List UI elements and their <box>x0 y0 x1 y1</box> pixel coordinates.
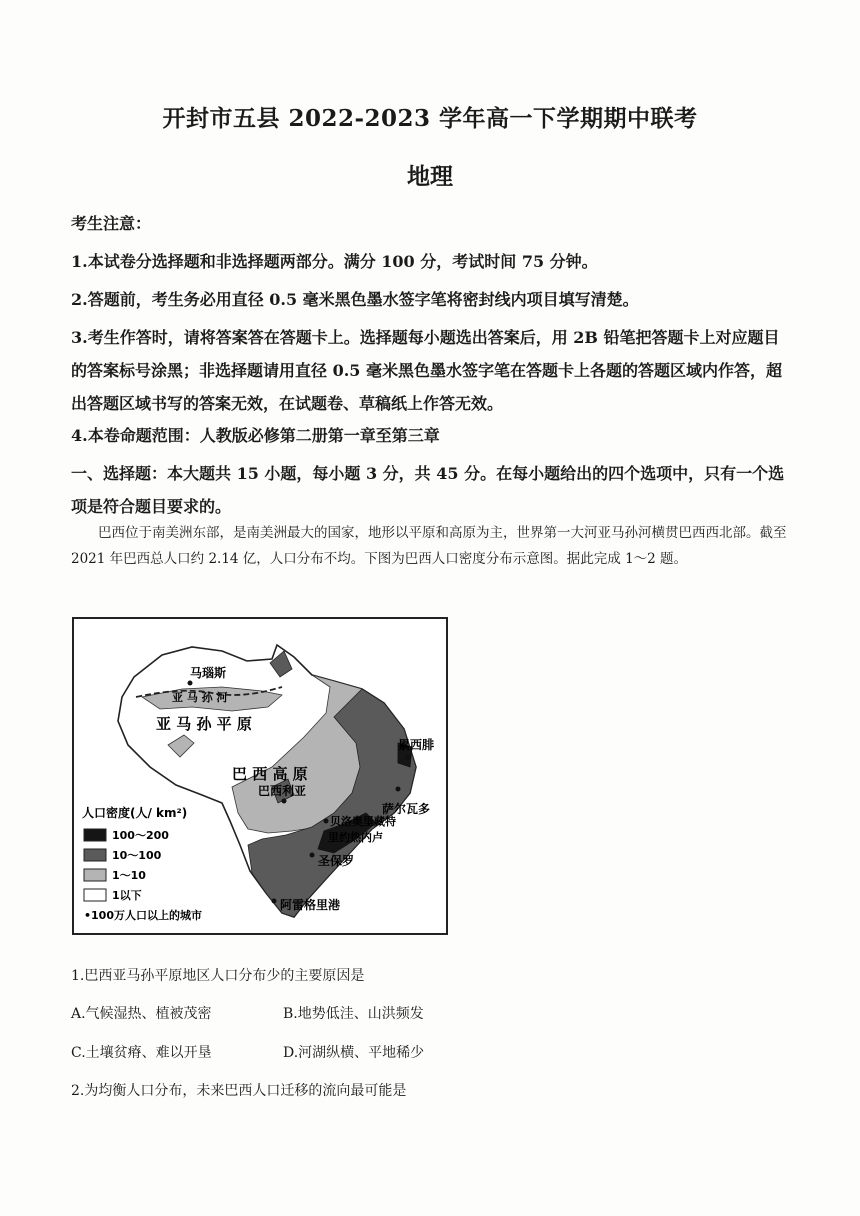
city-dot-porto-alegre <box>272 899 277 904</box>
question-1-option-b: B.地势低洼、山洪频发 <box>283 1006 424 1022</box>
legend-city-note: •100万人口以上的城市 <box>84 909 202 922</box>
exam-title: 开封市五县 2022-2023 学年高一下学期期中联考 <box>162 105 698 132</box>
question-2-stem: 2.为均衡人口分布，未来巴西人口迁移的流向最可能是 <box>71 1083 407 1099</box>
label-sao-paulo: 圣保罗 <box>318 854 355 868</box>
label-brazil-plateau: 巴 西 高 原 <box>232 765 308 783</box>
question-1-option-a: A.气候湿热、植被茂密 <box>71 1006 212 1022</box>
legend-swatch-1-10 <box>84 869 106 881</box>
legend-title: 人口密度(人/ km²) <box>82 806 188 820</box>
label-salvador: 萨尔瓦多 <box>382 802 431 816</box>
city-dot-brasilia <box>282 799 287 804</box>
city-dot-salvador <box>396 787 401 792</box>
legend-swatch-below-1 <box>84 889 106 901</box>
label-porto-alegre: 阿雷格里港 <box>280 898 341 912</box>
question-1-option-c: C.土壤贫瘠、难以开垦 <box>71 1045 212 1061</box>
section-intro: 巴西位于南美洲东部，是南美洲最大的国家，地形以平原和高原为主，世界第一大河亚马孙河横贯巴西西北部。截至 2021 年巴西总人口约 2.14 亿，人口分布不均。下图为巴西人口密度分布示意图。据此完成 1～2 题。 <box>71 525 787 567</box>
legend-item-100-200: 100～200 <box>112 829 169 842</box>
label-amazon-river: 亚 马 孙 河 <box>172 691 228 704</box>
notice-heading: 考生注意： <box>71 214 152 233</box>
city-dot-manaus <box>188 681 193 686</box>
label-rio: 里约热内卢 <box>328 831 383 844</box>
city-dot-recife <box>406 755 411 760</box>
city-dot-belo-horizonte <box>324 819 329 824</box>
legend-item-10-100: 10～100 <box>112 849 162 862</box>
label-belo-horizonte: 贝洛奥里藏特 <box>330 815 396 828</box>
question-1-stem: 1.巴西亚马孙平原地区人口分布少的主要原因是 <box>71 968 365 984</box>
label-manaus: 马瑙斯 <box>190 666 227 680</box>
label-amazon-plain: 亚 马 孙 平 原 <box>156 715 252 733</box>
legend-swatch-100-200 <box>84 829 106 841</box>
label-brasilia: 巴西利亚 <box>258 784 307 798</box>
notice-item-2: 2.答题前，考生务必用直径 0.5 毫米黑色墨水签字笔将密封线内项目填写清楚。 <box>71 290 639 309</box>
exam-subject: 地理 <box>407 163 453 190</box>
legend-item-1-10: 1～10 <box>112 869 146 882</box>
brazil-population-map <box>72 617 448 935</box>
notice-item-3: 3.考生作答时，请将答案答在答题卡上。选择题每小题选出答案后，用 2B 铅笔把答题卡上对应题目的答案标号涂黑；非选择题请用直径 0.5 毫米黑色墨水签字笔在答题卡上各题的答题区域内作答，超出答题区域书写的答案无效，在试题卷、草稿纸上作答无效。 <box>71 328 782 413</box>
legend-swatch-10-100 <box>84 849 106 861</box>
notice-item-4: 4.本卷命题范围：人教版必修第二册第一章至第三章 <box>71 426 440 445</box>
label-recife: 累西腓 <box>398 738 435 752</box>
map-svg <box>72 617 448 935</box>
legend-item-below-1: 1以下 <box>112 889 142 902</box>
question-1-option-d: D.河湖纵横、平地稀少 <box>283 1045 425 1061</box>
notice-item-1: 1.本试卷分选择题和非选择题两部分。满分 100 分，考试时间 75 分钟。 <box>71 252 598 271</box>
section-heading: 一、选择题：本大题共 15 小题，每小题 3 分，共 45 分。在每小题给出的四个选项中，只有一个选项是符合题目要求的。 <box>71 464 785 516</box>
city-dot-sao-paulo <box>310 853 315 858</box>
